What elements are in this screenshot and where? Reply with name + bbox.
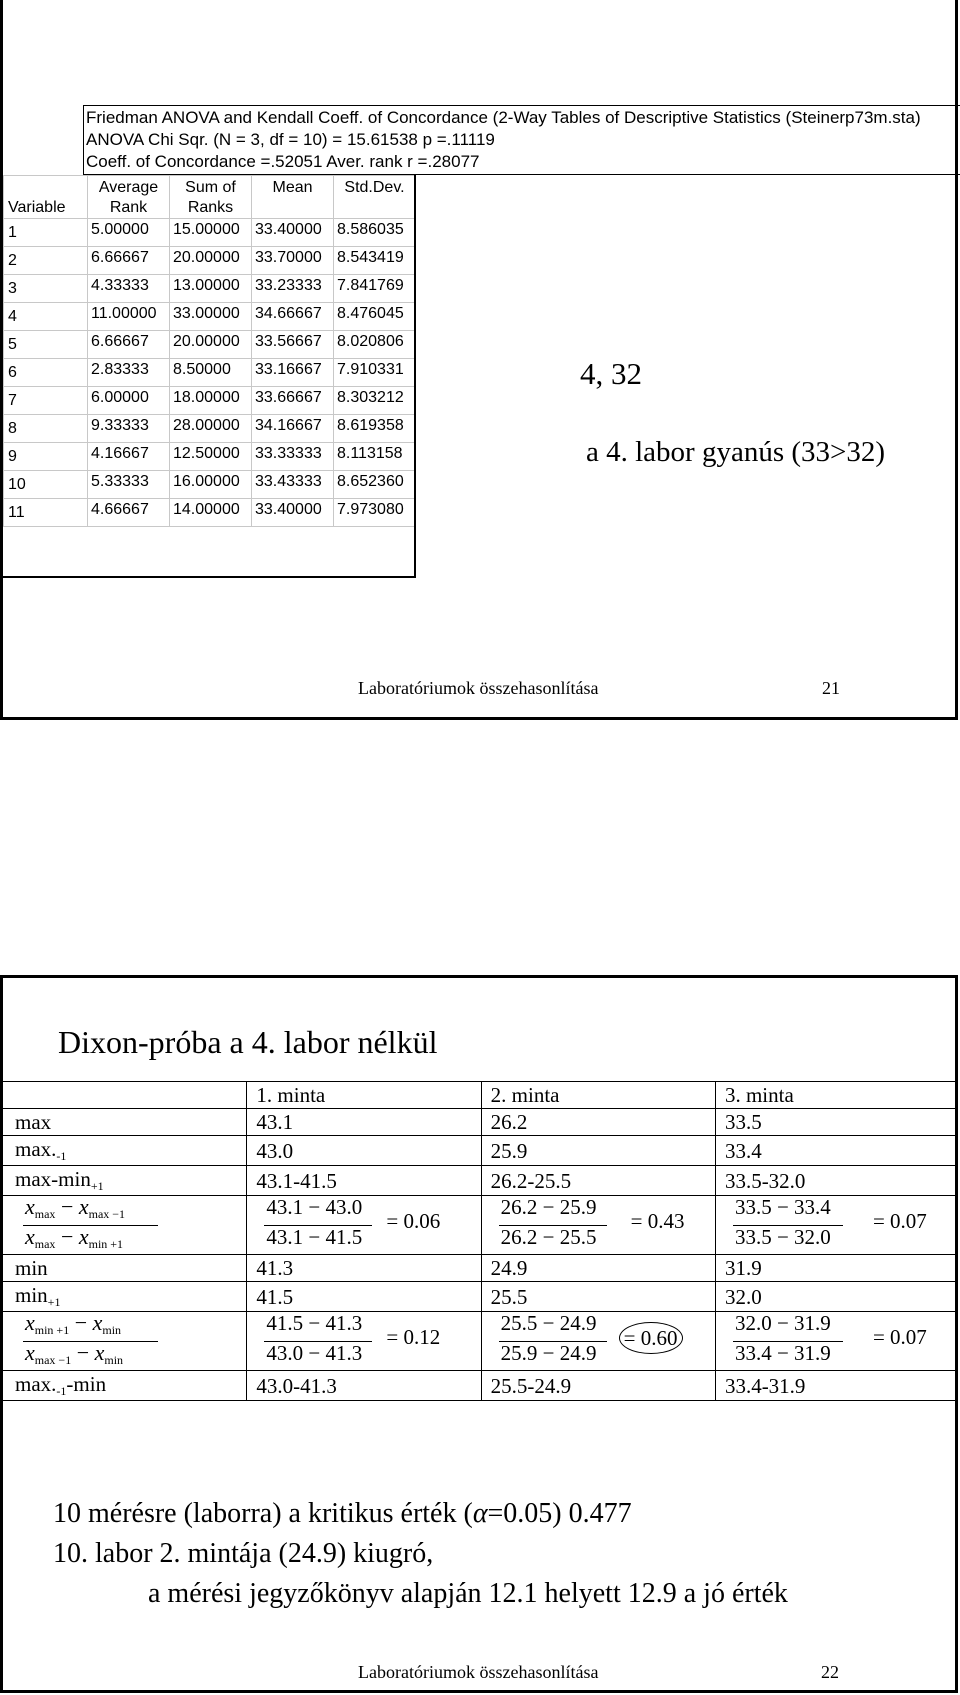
- cell-mean: [252, 331, 334, 359]
- table-row: [4, 499, 416, 527]
- cell-sum-of-ranks-value: 16.00000: [173, 473, 240, 490]
- ratio-fraction: [725, 1196, 955, 1254]
- cell-value: 33.5-32.0: [715, 1166, 955, 1196]
- cell-value: 43.0-41.3: [247, 1371, 481, 1401]
- cell-std-dev-value: 8.113158: [337, 445, 403, 462]
- formula-denominator: [25, 1224, 123, 1253]
- cell-std-dev-value: 8.586035: [337, 221, 404, 238]
- cell-std-dev: [334, 303, 416, 331]
- cell-sum-of-ranks: [170, 415, 252, 443]
- col-header-average-rank-line2: Rank: [109, 199, 148, 216]
- var-subscript: min: [102, 1323, 122, 1337]
- page-number: 22: [821, 1662, 839, 1682]
- cell-sum-of-ranks: [170, 275, 252, 303]
- cell-sum-of-ranks-value: 33.00000: [173, 305, 240, 322]
- row-label: min: [3, 1255, 247, 1282]
- alpha-symbol: α: [472, 1498, 488, 1529]
- cell-average-rank: [88, 443, 170, 471]
- cell-value: 31.9: [715, 1255, 955, 1282]
- cell-sum-of-ranks-value: 18.00000: [173, 389, 240, 406]
- ratio-result: = 0.07: [872, 1209, 927, 1233]
- table-row-min-plus-1: [3, 1282, 955, 1312]
- cell-average-rank: [88, 359, 170, 387]
- cell-mean: [252, 359, 334, 387]
- cell-sum-of-ranks-value: 15.00000: [173, 221, 240, 238]
- row-variable: 7: [4, 387, 88, 415]
- ratio-formula-fraction: [15, 1196, 246, 1254]
- table-row: [4, 219, 416, 247]
- var-x: x: [92, 1310, 103, 1335]
- minus-sign: −: [69, 1310, 93, 1335]
- fraction-numerator: 33.5 − 33.4: [734, 1195, 831, 1219]
- var-subscript: max −1: [88, 1207, 126, 1221]
- var-subscript: min +1: [88, 1237, 124, 1251]
- row-label-suffix: -min: [66, 1372, 107, 1396]
- stats-chi-square-line: ANOVA Chi Sqr. (N = 3, df = 10) = 15.61538 p =.11119: [86, 130, 495, 149]
- cell-mean-value: 33.66667: [255, 389, 322, 406]
- cell-std-dev: [334, 359, 416, 387]
- cell-value: 33.4: [715, 1136, 955, 1166]
- cell-sum-of-ranks: [170, 219, 252, 247]
- var-subscript: min: [104, 1353, 124, 1367]
- cell-value: 43.0: [247, 1136, 481, 1166]
- var-subscript: max −1: [34, 1353, 72, 1367]
- ratio-fraction: [491, 1196, 715, 1254]
- cell-std-dev-value: 8.652360: [337, 473, 404, 490]
- cell-mean: [252, 219, 334, 247]
- cell-sum-of-ranks-value: 20.00000: [173, 333, 240, 350]
- page-number: 21: [822, 678, 840, 698]
- slide-21: [0, 0, 958, 720]
- table-row: [4, 443, 416, 471]
- ratio-result: = 0.43: [630, 1209, 685, 1233]
- cell-average-rank-value: 11.00000: [91, 305, 157, 322]
- fraction-numerator: 25.5 − 24.9: [500, 1311, 597, 1335]
- cell-std-dev-value: 8.619358: [337, 417, 404, 434]
- var-subscript: min +1: [34, 1323, 70, 1337]
- header-empty-cell: [3, 1082, 247, 1109]
- cell-std-dev: [334, 275, 416, 303]
- slide-title: Dixon-próba a 4. labor nélkül: [58, 1024, 438, 1060]
- cell-average-rank: [88, 247, 170, 275]
- col-header-sample-1: 1. minta: [247, 1082, 481, 1109]
- row-label: max: [3, 1109, 247, 1136]
- cell-mean-value: 33.40000: [255, 221, 322, 238]
- cell-mean: [252, 275, 334, 303]
- cell-average-rank: [88, 387, 170, 415]
- table-row-ratio-min: [3, 1312, 955, 1371]
- table-header-row: [3, 1082, 955, 1109]
- cell-std-dev: [334, 499, 416, 527]
- stats-title-line: Friedman ANOVA and Kendall Coeff. of Concordance (2-Way Tables of Descriptive Statistics (Steinerp73m.sta): [86, 108, 921, 127]
- stats-table-header-row: [4, 176, 416, 219]
- fraction-denominator: 25.9 − 24.9: [500, 1341, 597, 1365]
- cell-std-dev-value: 7.910331: [337, 361, 404, 378]
- conclusion-outlier: 10. labor 2. mintája (24.9) kiugró,: [53, 1538, 434, 1569]
- col-header-average-rank-line1: Average: [98, 179, 159, 196]
- fraction-denominator: 26.2 − 25.5: [500, 1225, 597, 1249]
- cell-mean: [252, 499, 334, 527]
- fraction-numerator: 41.5 − 41.3: [266, 1311, 363, 1335]
- fraction-numerator: 32.0 − 31.9: [734, 1311, 831, 1335]
- stats-header: [83, 105, 960, 175]
- conclusion-critical-value: [53, 1498, 632, 1530]
- row-label-text: max.: [15, 1137, 57, 1161]
- row-variable: 3: [4, 275, 88, 303]
- row-variable: 4: [4, 303, 88, 331]
- table-row-ratio-max: [3, 1196, 955, 1255]
- table-row-max-minus-min: [3, 1166, 955, 1196]
- cell-sum-of-ranks: [170, 331, 252, 359]
- var-x: x: [25, 1340, 35, 1365]
- cell-value: 33.5: [715, 1109, 955, 1136]
- cell-value: 32.0: [715, 1282, 955, 1312]
- table-row: [4, 303, 416, 331]
- cell-mean-value: 33.56667: [255, 333, 322, 350]
- cell-std-dev: [334, 471, 416, 499]
- row-label-subscript: -1: [56, 1149, 67, 1163]
- cell-value: 25.5-24.9: [481, 1371, 715, 1401]
- fraction-numerator: 43.1 − 43.0: [266, 1195, 363, 1219]
- ratio-fraction: [725, 1312, 955, 1370]
- cell-std-dev: [334, 415, 416, 443]
- cell-sum-of-ranks-value: 8.50000: [173, 361, 231, 378]
- row-label: [3, 1166, 247, 1196]
- col-header-average-rank: [88, 176, 170, 219]
- cell-value: 26.2-25.5: [481, 1166, 715, 1196]
- row-label: [3, 1282, 247, 1312]
- cell-sum-of-ranks-value: 28.00000: [173, 417, 240, 434]
- row-label-text: max.: [15, 1372, 57, 1396]
- cell-mean-value: 33.43333: [255, 473, 322, 490]
- table-row-min: [3, 1255, 955, 1282]
- cell-std-dev-value: 7.973080: [337, 501, 404, 518]
- cell-average-rank-value: 6.66667: [91, 249, 149, 266]
- table-row: [4, 275, 416, 303]
- row-variable: 10: [4, 471, 88, 499]
- cell-value: 33.4-31.9: [715, 1371, 955, 1401]
- formula-denominator: [25, 1340, 123, 1369]
- ratio-cell: [715, 1312, 955, 1371]
- cell-sum-of-ranks-value: 12.50000: [173, 445, 240, 462]
- cell-value: 24.9: [481, 1255, 715, 1282]
- table-row: [4, 247, 416, 275]
- minus-sign: −: [55, 1224, 79, 1249]
- cell-sum-of-ranks: [170, 247, 252, 275]
- row-label: [3, 1371, 247, 1401]
- row-variable: 8: [4, 415, 88, 443]
- cell-std-dev-value: 8.303212: [337, 389, 404, 406]
- cell-average-rank-value: 6.00000: [91, 389, 149, 406]
- cell-mean-value: 33.16667: [255, 361, 322, 378]
- ratio-cell: [247, 1312, 481, 1371]
- col-header-mean: Mean: [252, 176, 334, 219]
- var-x: x: [25, 1310, 35, 1335]
- ratio-fraction: [256, 1312, 480, 1370]
- row-variable: 5: [4, 331, 88, 359]
- fraction-denominator: 43.0 − 41.3: [266, 1341, 363, 1365]
- row-label-subscript: -1: [56, 1384, 67, 1398]
- cell-mean-value: 34.66667: [255, 305, 322, 322]
- ratio-result: = 0.12: [386, 1325, 441, 1349]
- ratio-cell: [481, 1312, 715, 1371]
- cell-std-dev-value: 8.476045: [337, 305, 404, 322]
- formula-numerator: [25, 1194, 125, 1223]
- cell-average-rank-value: 4.66667: [91, 501, 149, 518]
- ratio-cell: [247, 1196, 481, 1255]
- cell-average-rank: [88, 219, 170, 247]
- ratio-cell: [481, 1196, 715, 1255]
- fraction-denominator: 43.1 − 41.5: [266, 1225, 363, 1249]
- cell-mean: [252, 247, 334, 275]
- cell-mean: [252, 303, 334, 331]
- cell-mean-value: 33.40000: [255, 501, 322, 518]
- row-label-subscript: +1: [90, 1179, 104, 1193]
- cell-mean: [252, 387, 334, 415]
- col-header-std-dev: Std.Dev.: [334, 176, 416, 219]
- cell-value: 43.1: [247, 1109, 481, 1136]
- cell-value: 25.5: [481, 1282, 715, 1312]
- fraction-denominator: 33.5 − 32.0: [734, 1225, 831, 1249]
- col-header-variable: Variable: [4, 176, 88, 219]
- cell-average-rank: [88, 303, 170, 331]
- var-subscript: max: [34, 1207, 56, 1221]
- cell-average-rank-value: 6.66667: [91, 333, 149, 350]
- col-header-sum-of-ranks-line2: Ranks: [187, 199, 234, 216]
- cell-std-dev: [334, 219, 416, 247]
- footer-title: Laboratóriumok összehasonlítása: [358, 1662, 599, 1682]
- var-x: x: [94, 1340, 105, 1365]
- cell-average-rank-value: 5.00000: [91, 221, 149, 238]
- row-label-text: max-min: [15, 1167, 91, 1191]
- var-x: x: [25, 1224, 35, 1249]
- cell-std-dev-value: 8.543419: [337, 249, 404, 266]
- cell-value: 41.5: [247, 1282, 481, 1312]
- fraction-numerator: 26.2 − 25.9: [500, 1195, 597, 1219]
- cell-mean-value: 33.33333: [255, 445, 322, 462]
- ratio-formula: [3, 1196, 247, 1255]
- table-row: [4, 415, 416, 443]
- cell-average-rank-value: 2.83333: [91, 361, 149, 378]
- table-row-max-minus-1-minus-min: [3, 1371, 955, 1401]
- cell-average-rank: [88, 331, 170, 359]
- outlier-circle: = 0.60: [619, 1322, 683, 1354]
- cell-average-rank-value: 4.33333: [91, 277, 149, 294]
- cell-mean: [252, 471, 334, 499]
- critical-value-note: 4, 32: [580, 356, 642, 391]
- table-row: [4, 387, 416, 415]
- table-row: [4, 359, 416, 387]
- table-row: [4, 471, 416, 499]
- formula-numerator: [25, 1310, 121, 1339]
- row-label-subscript: +1: [47, 1295, 61, 1309]
- row-variable: 11: [4, 499, 88, 527]
- cell-average-rank: [88, 499, 170, 527]
- row-variable: 1: [4, 219, 88, 247]
- row-variable: 9: [4, 443, 88, 471]
- dixon-table: [3, 1081, 955, 1401]
- cell-sum-of-ranks: [170, 387, 252, 415]
- minus-sign: −: [55, 1194, 79, 1219]
- var-x: x: [78, 1224, 89, 1249]
- cell-sum-of-ranks: [170, 499, 252, 527]
- cell-average-rank-value: 9.33333: [91, 417, 149, 434]
- cell-sum-of-ranks: [170, 443, 252, 471]
- ratio-result: = 0.06: [386, 1209, 441, 1233]
- cell-average-rank: [88, 415, 170, 443]
- cell-std-dev: [334, 331, 416, 359]
- ratio-cell: [715, 1196, 955, 1255]
- row-variable: 2: [4, 247, 88, 275]
- cell-std-dev: [334, 387, 416, 415]
- slide-22: [0, 975, 958, 1693]
- minus-sign: −: [71, 1340, 95, 1365]
- ratio-fraction: [491, 1312, 715, 1370]
- cell-mean-value: 33.70000: [255, 249, 322, 266]
- cell-average-rank: [88, 471, 170, 499]
- cell-std-dev: [334, 443, 416, 471]
- table-row-max: [3, 1109, 955, 1136]
- cell-average-rank-value: 4.16667: [91, 445, 149, 462]
- ratio-fraction: [256, 1196, 480, 1254]
- cell-sum-of-ranks: [170, 471, 252, 499]
- cell-std-dev-value: 7.841769: [337, 277, 404, 294]
- row-label-text: min: [15, 1283, 48, 1307]
- row-variable: 6: [4, 359, 88, 387]
- fraction-denominator: 33.4 − 31.9: [734, 1341, 831, 1365]
- cell-std-dev-value: 8.020806: [337, 333, 404, 350]
- col-header-sum-of-ranks: [170, 176, 252, 219]
- footer-title: Laboratóriumok összehasonlítása: [358, 678, 599, 698]
- cell-sum-of-ranks: [170, 359, 252, 387]
- cell-mean: [252, 443, 334, 471]
- cell-mean: [252, 415, 334, 443]
- table-row-max-minus-1: [3, 1136, 955, 1166]
- cell-value: 43.1-41.5: [247, 1166, 481, 1196]
- cell-sum-of-ranks-value: 14.00000: [173, 501, 240, 518]
- cell-sum-of-ranks: [170, 303, 252, 331]
- conclusion-text: 10 mérésre (laborra) a kritikus érték (: [53, 1498, 473, 1529]
- col-header-sample-3: 3. minta: [715, 1082, 955, 1109]
- conclusion-correction: a mérési jegyzőkönyv alapján 12.1 helyett 12.9 a jó érték: [148, 1578, 788, 1609]
- var-x: x: [78, 1194, 89, 1219]
- ratio-result-circled: [619, 1322, 683, 1354]
- conclusion-text: =0.05) 0.477: [487, 1498, 632, 1529]
- col-header-sample-2: 2. minta: [481, 1082, 715, 1109]
- table-row: [4, 331, 416, 359]
- var-subscript: max: [34, 1237, 56, 1251]
- cell-value: 41.3: [247, 1255, 481, 1282]
- ratio-formula: [3, 1312, 247, 1371]
- cell-value: 26.2: [481, 1109, 715, 1136]
- cell-std-dev: [334, 247, 416, 275]
- cell-value: 25.9: [481, 1136, 715, 1166]
- col-header-sum-of-ranks-line1: Sum of: [185, 179, 236, 196]
- stats-concordance-line: Coeff. of Concordance =.52051 Aver. rank r =.28077: [86, 152, 480, 171]
- cell-mean-value: 33.23333: [255, 277, 322, 294]
- row-label: [3, 1136, 247, 1166]
- cell-average-rank-value: 5.33333: [91, 473, 149, 490]
- ratio-result: = 0.07: [872, 1325, 927, 1349]
- stats-table: [3, 175, 416, 527]
- var-x: x: [25, 1194, 35, 1219]
- cell-average-rank: [88, 275, 170, 303]
- cell-sum-of-ranks-value: 13.00000: [173, 277, 240, 294]
- suspect-lab-note: a 4. labor gyanús (33>32): [586, 436, 886, 468]
- cell-mean-value: 34.16667: [255, 417, 322, 434]
- cell-sum-of-ranks-value: 20.00000: [173, 249, 240, 266]
- ratio-formula-fraction: [15, 1312, 246, 1370]
